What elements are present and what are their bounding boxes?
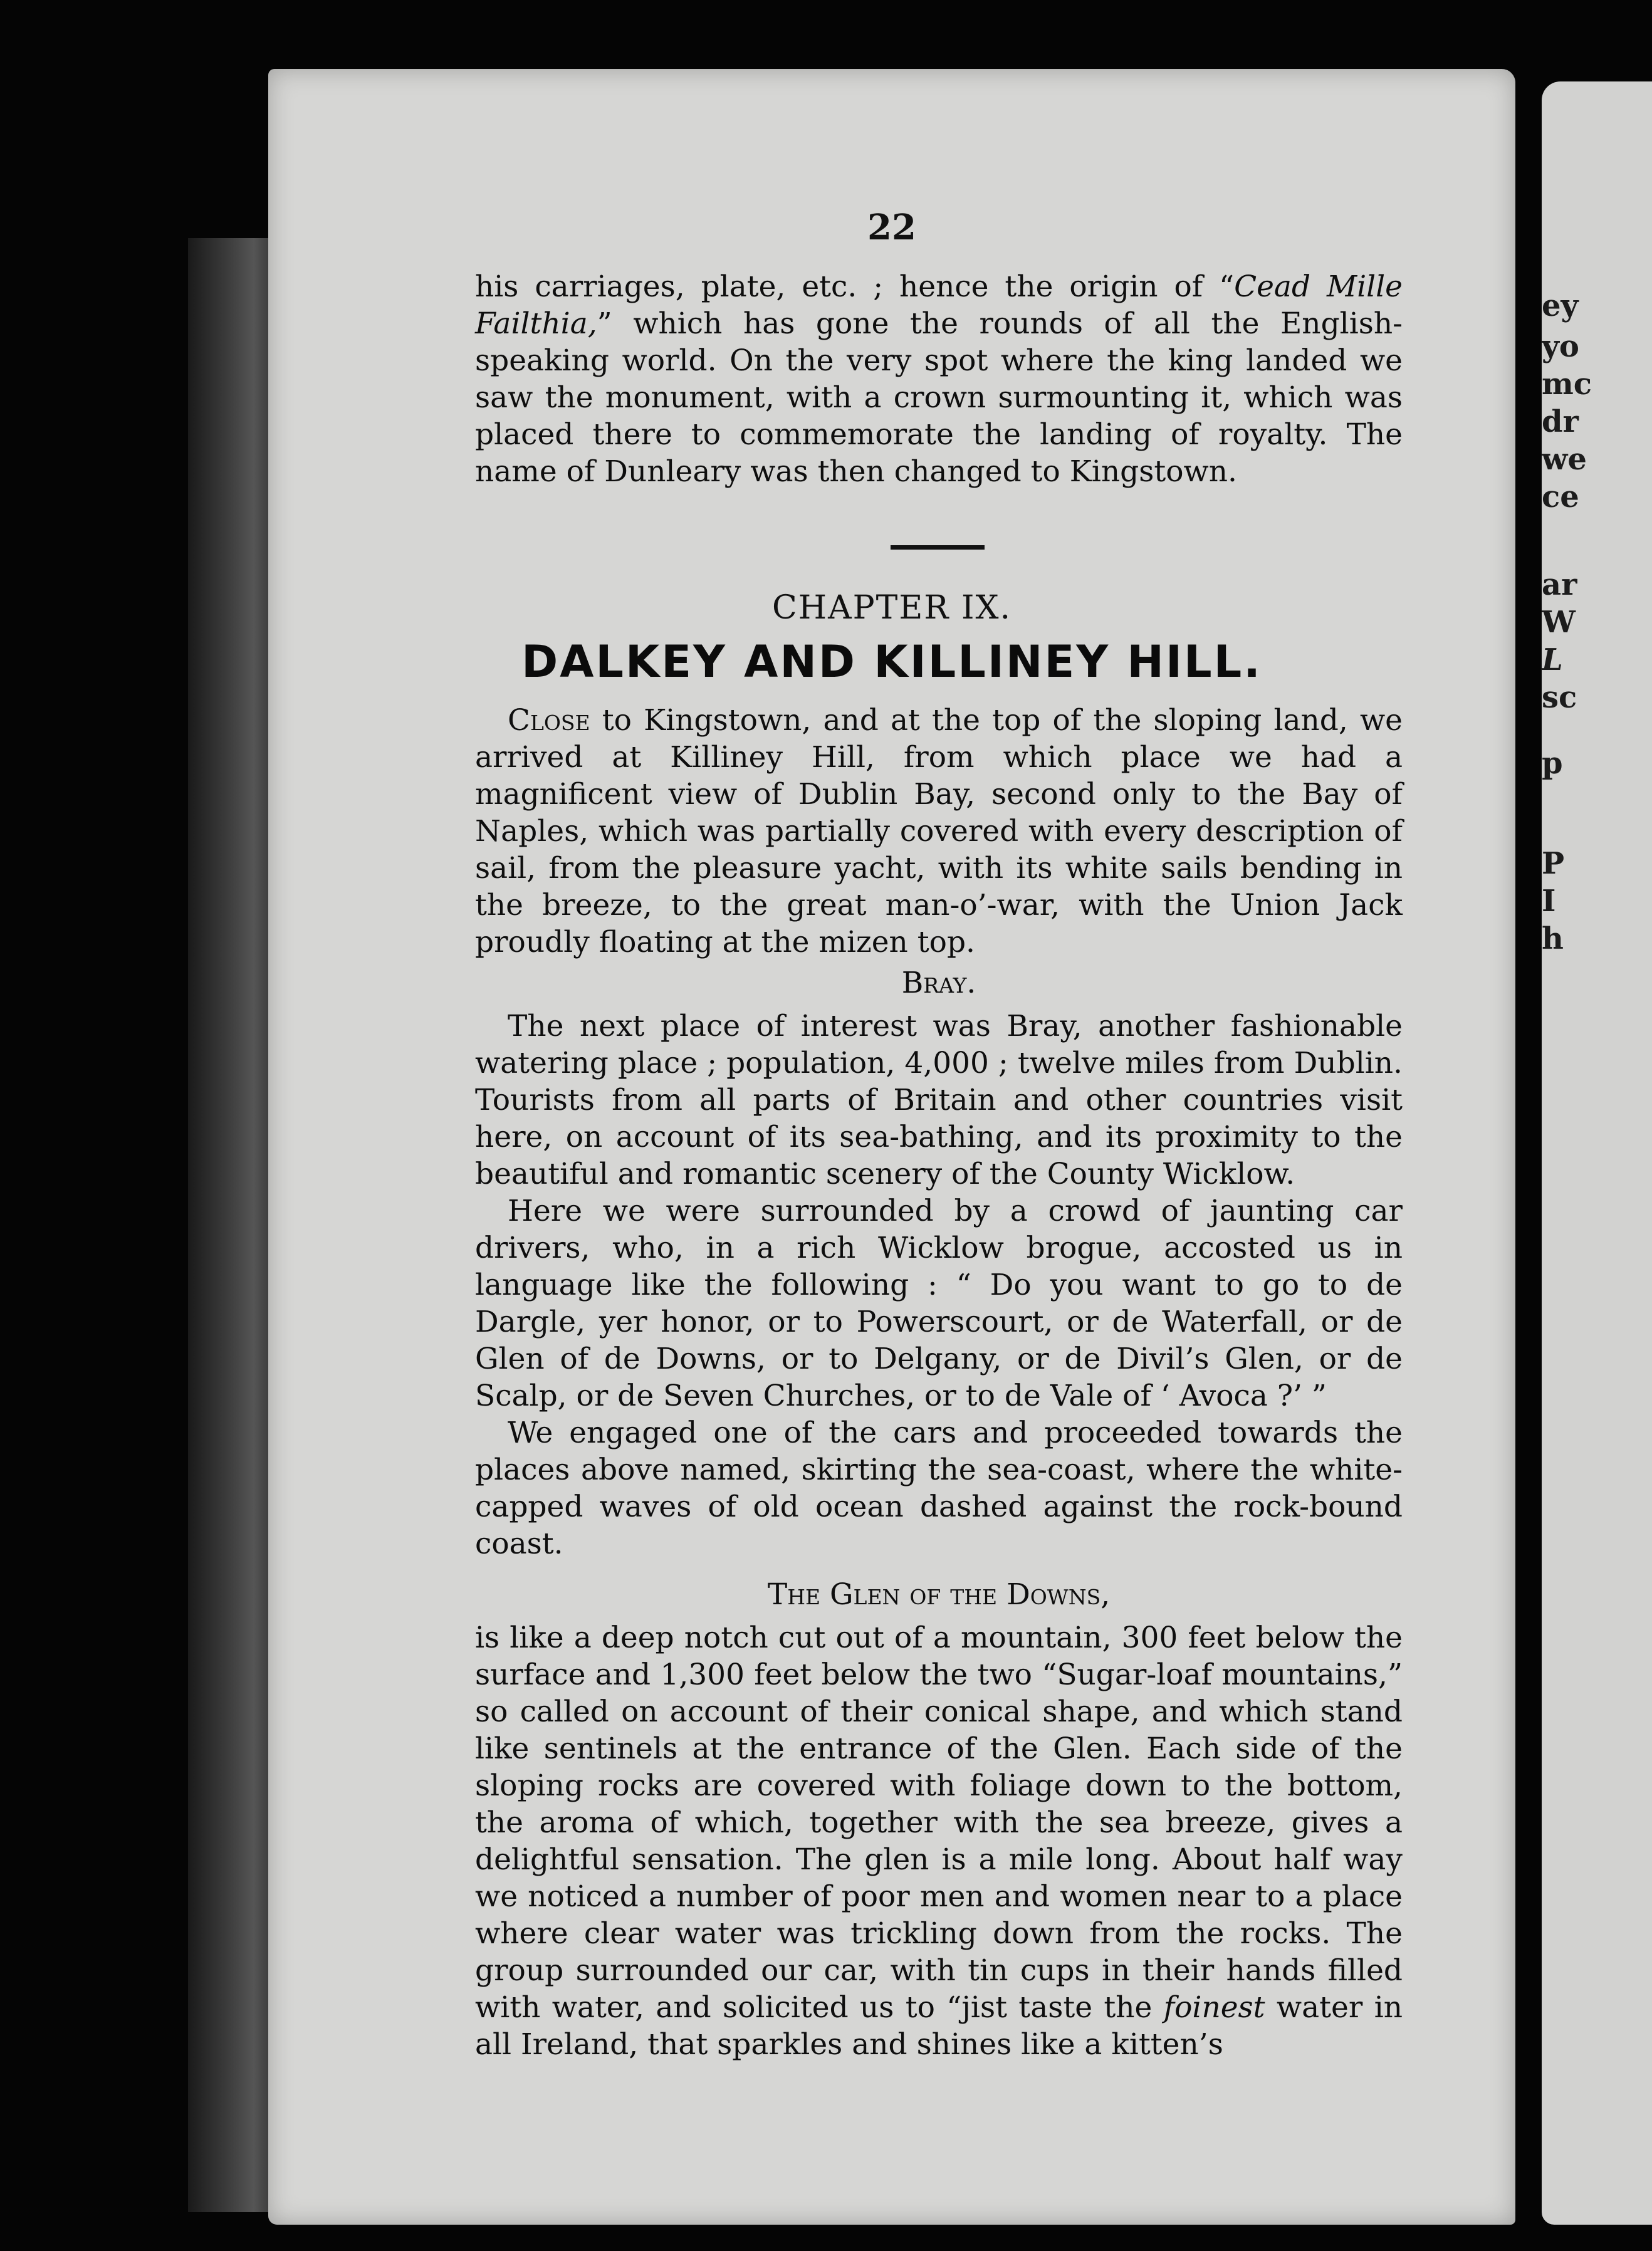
body-paragraph: [475, 1619, 1403, 2063]
facing-page-fragment: W: [1542, 605, 1576, 640]
facing-page-fragment: ey: [1542, 288, 1579, 323]
facing-page-fragment: sc: [1542, 680, 1577, 715]
body-paragraph: The next place of interest was Bray, another fashionable watering place ; population, 4,000 ; twelve miles from Dublin. Tourists from all parts of Britain and other countries visit here, on account of its sea-bathing, and its proximity to the beautiful and romantic scenery of the County Wicklow.: [475, 1009, 1403, 1191]
facing-page-fragment: L: [1542, 642, 1563, 677]
facing-page-fragment: ar: [1542, 567, 1577, 602]
section-divider-rule: [891, 545, 985, 550]
italic-phrase: Cead Mille Failthia,: [475, 269, 1403, 341]
body-paragraph: Here we were surrounded by a crowd of jaunting car drivers, who, in a rich Wicklow brogue, accosted us in language like the following : “ Do you want to go to de Dargle, yer honor, or to Powerscourt, or de Waterfall, or de Glen of de Downs, or to Delgany, or de Divil’s Glen, or de Scalp, or de Seven Churches, or to de Vale of ‘ Avoca ?’ ”: [475, 1194, 1403, 1413]
facing-page-fragment: yo: [1542, 329, 1579, 364]
paragraph-text: his carriages, plate, etc. ; hence the origin of “Cead Mille Failthia,” which has gone the rounds of all the English-speaking world. On the very spot where the king landed we saw the monument, with a crown surmounting it, which was placed there to commemorate the landing of royalty. The name of Dunleary was then changed to Kingstown.: [475, 269, 1403, 489]
book-page: [268, 69, 1515, 2225]
facing-page-fragment: I: [1542, 884, 1556, 919]
body-paragraph: We engaged one of the cars and proceeded towards the places above named, skirting the sea-coast, where the white-capped waves of old ocean dashed against the rock-bound coast.: [475, 1416, 1403, 1561]
drop-lead-word: Close: [508, 703, 590, 738]
section-heading-bray: Bray.: [901, 966, 976, 1000]
section-heading-glen: The Glen of the Downs,: [767, 1577, 1111, 1612]
chapter-number: CHAPTER IX.: [771, 589, 1012, 627]
italic-word: foinest: [1163, 1990, 1265, 2025]
facing-page-fragment: we: [1542, 442, 1587, 477]
body-paragraph: [475, 268, 1403, 490]
facing-page-fragment: ce: [1542, 479, 1579, 514]
facing-page-fragment: h: [1542, 921, 1564, 956]
paragraph-text: water in all Ireland, that sparkles and shines like a kitten’s: [475, 1990, 1403, 2062]
facing-page-fragment: P: [1542, 846, 1565, 881]
facing-page-edge: [1542, 81, 1652, 2225]
continued-paragraph-block: [475, 268, 1403, 490]
facing-page-fragment: mc: [1542, 367, 1592, 402]
paragraph-text: to Kingstown, and at the top of the sloping land, we arrived at Killiney Hill, from which place we had a magnificent view of Dublin Bay, second only to the Bay of Naples, which was partially covered with every description of sail, from the pleasure yacht, with its white sails bending in the breeze, to the great man-o’-war, with the Union Jack proudly floating at the mizen top.: [475, 703, 1403, 959]
chapter-title: DALKEY AND KILLINEY HILL.: [521, 636, 1262, 687]
facing-page-fragment: p: [1542, 746, 1563, 781]
page-number: 22: [867, 207, 916, 248]
paragraph-text: is like a deep notch cut out of a mountain, 300 feet below the surface and 1,300 feet below the two “Sugar-loaf mountains,” so called on account of their conical shape, and which stand like sentinels at the entrance of the Glen. Each side of the sloping rocks are covered with foliage down to the bottom, the aroma of which, together with the sea breeze, gives a delightful sensation. The glen is a mile long. About half way we noticed a number of poor men and women near to a place where clear water was trickling down from the rocks. The group surrounded our car, with tin cups in their hands filled with water, and solicited us to “jist taste the: [475, 1621, 1403, 2025]
body-paragraph: [475, 702, 1403, 961]
chapter-body: [475, 702, 1403, 2063]
facing-page-fragment: dr: [1542, 404, 1579, 439]
